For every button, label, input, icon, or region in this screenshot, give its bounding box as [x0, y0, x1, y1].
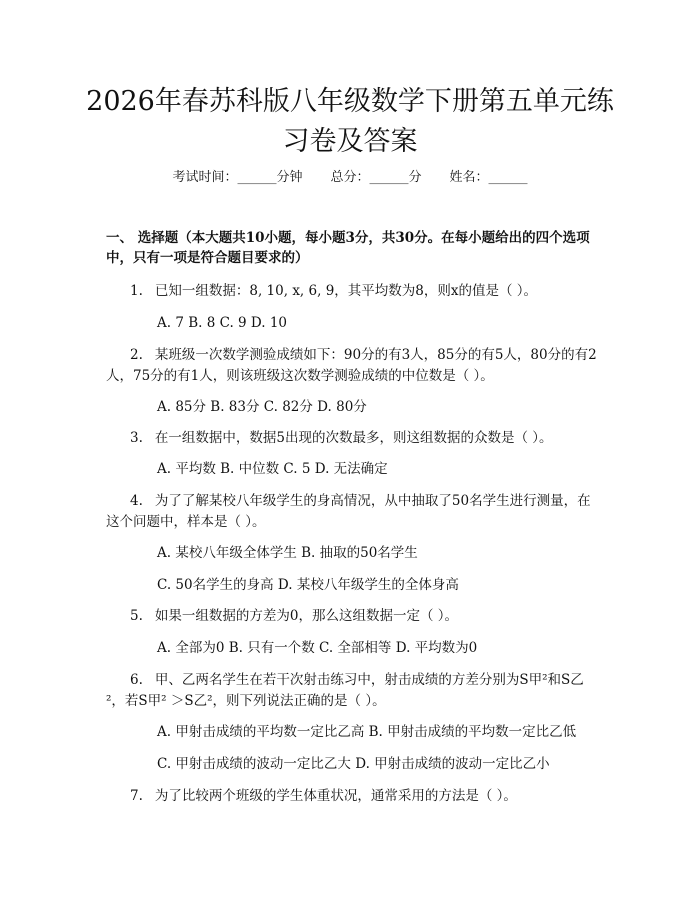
title-line-2: 习卷及答案 — [282, 126, 418, 157]
exam-time: 考试时间：______分钟 — [172, 170, 303, 185]
question-6-options-c-d: C. 甲射击成绩的波动一定比乙大 D. 甲射击成绩的波动一定比乙小 — [157, 756, 550, 772]
question-text: 在一组数据中，数据5出现的次数最多，则这组数据的众数是（ ）。 — [154, 430, 553, 446]
question-text: 已知一组数据：8, 10, x, 6, 9，其平均数为8，则x的值是（ ）。 — [154, 283, 538, 299]
question-1 — [106, 281, 598, 302]
question-6 — [106, 670, 598, 712]
question-number: 6. — [130, 672, 143, 688]
question-5 — [106, 606, 598, 627]
question-number: 5. — [130, 608, 143, 624]
question-number: 2. — [130, 347, 143, 363]
question-4-options-c-d: C. 50名学生的身高 D. 某校八年级学生的全体身高 — [157, 577, 459, 593]
exam-info — [0, 168, 700, 188]
question-number: 3. — [130, 430, 143, 446]
question-3-options: A. 平均数 B. 中位数 C. 5 D. 无法确定 — [157, 461, 388, 477]
question-1-options: A. 7 B. 8 C. 9 D. 10 — [157, 315, 288, 331]
question-2 — [106, 345, 598, 387]
question-2-options: A. 85分 B. 83分 C. 82分 D. 80分 — [157, 399, 367, 415]
question-4-options-a-b: A. 某校八年级全体学生 B. 抽取的50名学生 — [157, 545, 418, 561]
section-heading: 一、 选择题（本大题共10小题，每小题3分，共30分。在每小题给出的四个选项中，只有一项是符合题目要求的） — [106, 230, 590, 266]
question-text: 为了比较两个班级的学生体重状况，通常采用的方法是（ ）。 — [154, 788, 517, 804]
question-7 — [106, 786, 598, 807]
title-line-1: 2026年春苏科版八年级数学下册第五单元练 — [86, 86, 614, 117]
question-number: 7. — [130, 788, 143, 804]
question-3 — [106, 428, 598, 449]
question-number: 4. — [130, 493, 143, 509]
exam-score: 总分：______分 — [330, 170, 422, 185]
question-5-options: A. 全部为0 B. 只有一个数 C. 全部相等 D. 平均数为0 — [157, 640, 478, 656]
question-number: 1. — [130, 283, 143, 299]
question-text: 如果一组数据的方差为0，那么这组数据一定（ ）。 — [154, 608, 459, 624]
question-6-options-a-b: A. 甲射击成绩的平均数一定比乙高 B. 甲射击成绩的平均数一定比乙低 — [157, 724, 577, 740]
document-title — [0, 82, 700, 162]
exam-name: 姓名：______ — [449, 170, 528, 185]
question-text: 甲、乙两名学生在若干次射击练习中，射击成绩的方差分别为S甲²和S乙²，若S甲² ＞S乙²，则下列说法正确的是（ ）。 — [106, 672, 584, 709]
question-text: 为了了解某校八年级学生的身高情况，从中抽取了50名学生进行测量，在这个问题中，样本是（ ）。 — [106, 493, 591, 530]
question-4 — [106, 491, 598, 533]
question-text: 某班级一次数学测验成绩如下：90分的有3人，85分的有5人，80分的有2人，75分的有1人，则该班级这次数学测验成绩的中位数是（ ）。 — [106, 347, 597, 384]
